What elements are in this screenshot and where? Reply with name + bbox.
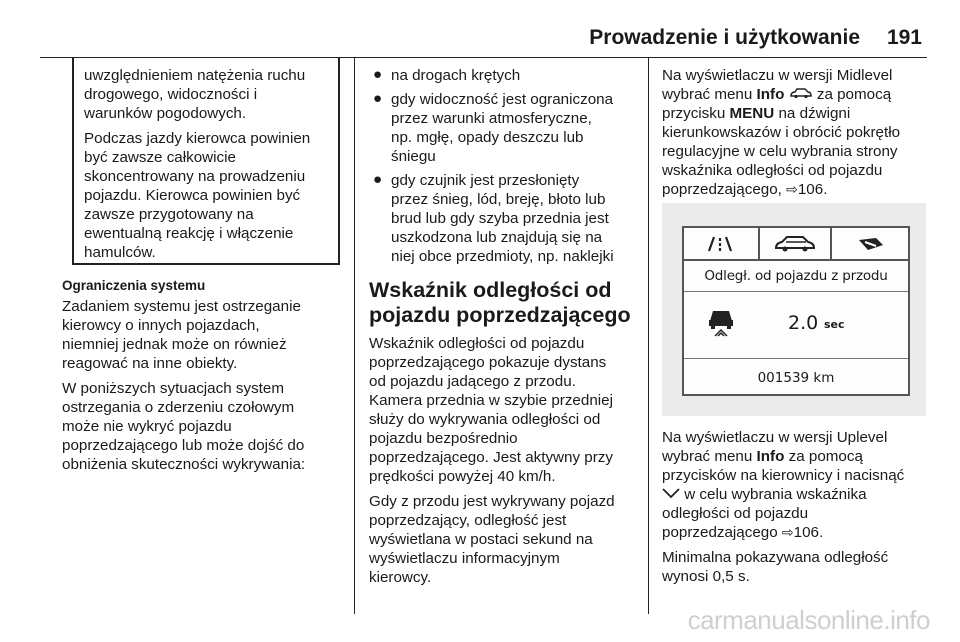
instrument-display-illustration xyxy=(662,203,926,416)
paragraph: Wskaźnik odległości od pojazdu poprzedzającego pokazuje dystans od pojazdu jadącego z przodu. Kamera przednia w szybie przedniej służy do wykrywania odległości od pojazdu bezpośrednio poprzedzającego. Jest aktywny przy prędkości powyżej 40 km/h. xyxy=(369,335,613,485)
display-screen xyxy=(682,226,910,396)
column-3-lower xyxy=(662,428,932,592)
page-number: 191 xyxy=(886,26,922,49)
paragraph: Gdy z przodu jest wykrywany pojazd poprzedzający, odległość jest wyświetlana w postaci sekund na wyświetlaczu informacyjnym kierowcy. xyxy=(369,493,615,586)
warning-paragraph-2: Podczas jazdy kierowca powinien być zawsze całkowicie skoncentrowany na prowadzeniu pojazdu. Kierowca powinien być zawsze przygotowany na ewentualną reakcję i włączenie hamulców. xyxy=(84,130,311,261)
column-2 xyxy=(369,66,641,593)
paragraph: Minimalna pokazywana odległość wynosi 0,5 s. xyxy=(662,549,889,585)
following-vehicle-icon xyxy=(704,304,738,343)
page-ref-arrow-icon: ⇨ xyxy=(786,181,798,197)
list-item: ● na drogach krętych xyxy=(373,66,521,84)
column-divider-1 xyxy=(354,58,355,614)
header-title: Prowadzenie i użytkowanie xyxy=(589,26,860,49)
display-divider xyxy=(684,358,908,359)
warning-paragraph-1: uwzględnieniem natężenia ruchu drogowego, widoczności i warunków pogodowych. xyxy=(84,67,306,122)
watermark: carmanualsonline.info xyxy=(687,605,930,635)
distance-value: 2.0 xyxy=(788,312,819,334)
paragraph: Na wyświetlaczu w wersji Midlevel wybrać menu Info za pomocą przycisku MENU na dźwigni kierunkowskazów i obrócić pokrętło regulacyjne w celu wybrania strony wskaźnika odległości od pojazdu poprzedzającego, ⇨106. xyxy=(662,67,901,198)
column-divider-2 xyxy=(648,58,649,614)
column-1 xyxy=(62,66,342,268)
bullet-icon: ● xyxy=(373,90,383,107)
display-label: Odległ. od pojazdu z przodu xyxy=(704,268,888,284)
car-menu-icon xyxy=(758,228,832,259)
list-item: ● gdy widoczność jest ograniczona przez warunki atmosferyczne, np. mgłę, opady deszczu lub śniegu xyxy=(373,90,614,165)
paragraph: Zadaniem systemu jest ostrzeganie kierowcy o innych pojazdach, niemniej jednak może on również reagować na inne obiekty. xyxy=(62,298,301,372)
traffic-sign-icon xyxy=(834,228,908,259)
list-item: ● gdy czujnik jest przesłonięty przez śnieg, lód, breję, błoto lub brud lub gdy szyba przednia jest uszkodzona lub znajdują się na niej obce przedmioty, np. naklejki xyxy=(373,171,614,265)
column-1-lower xyxy=(62,276,342,480)
display-tabs xyxy=(684,228,908,261)
display-divider xyxy=(684,291,908,292)
lane-icon xyxy=(684,228,756,259)
odometer-readout: 001539 km xyxy=(757,370,835,386)
section-heading: Wskaźnik odległości od pojazdu poprzedzającego xyxy=(369,278,631,327)
bullet-icon: ● xyxy=(373,171,383,188)
chevron-down-icon xyxy=(662,486,680,503)
info-menu-label: Info xyxy=(756,448,785,465)
paragraph: Na wyświetlaczu w wersji Uplevel wybrać menu Info za pomocą przycisków na kierownicy i nacisnąć w celu wybrania wskaźnika odległości od pojazdu poprzedzającego ⇨106. xyxy=(662,429,905,541)
info-menu-label: Info xyxy=(756,86,785,103)
paragraph: W poniższych sytuacjach system ostrzegania o zderzeniu czołowym może nie wykryć pojazdu poprzedzającego lub może dojść do obniżenia skuteczności wykrywania: xyxy=(62,380,306,473)
bullet-icon: ● xyxy=(373,66,383,83)
menu-button-label: MENU xyxy=(729,105,775,122)
subheading: Ograniczenia systemu xyxy=(62,278,206,293)
page-ref-arrow-icon: ⇨ xyxy=(781,524,794,540)
column-3 xyxy=(662,66,932,205)
warning-text xyxy=(62,66,332,262)
car-menu-icon xyxy=(789,86,813,103)
distance-unit: sec xyxy=(824,318,845,331)
